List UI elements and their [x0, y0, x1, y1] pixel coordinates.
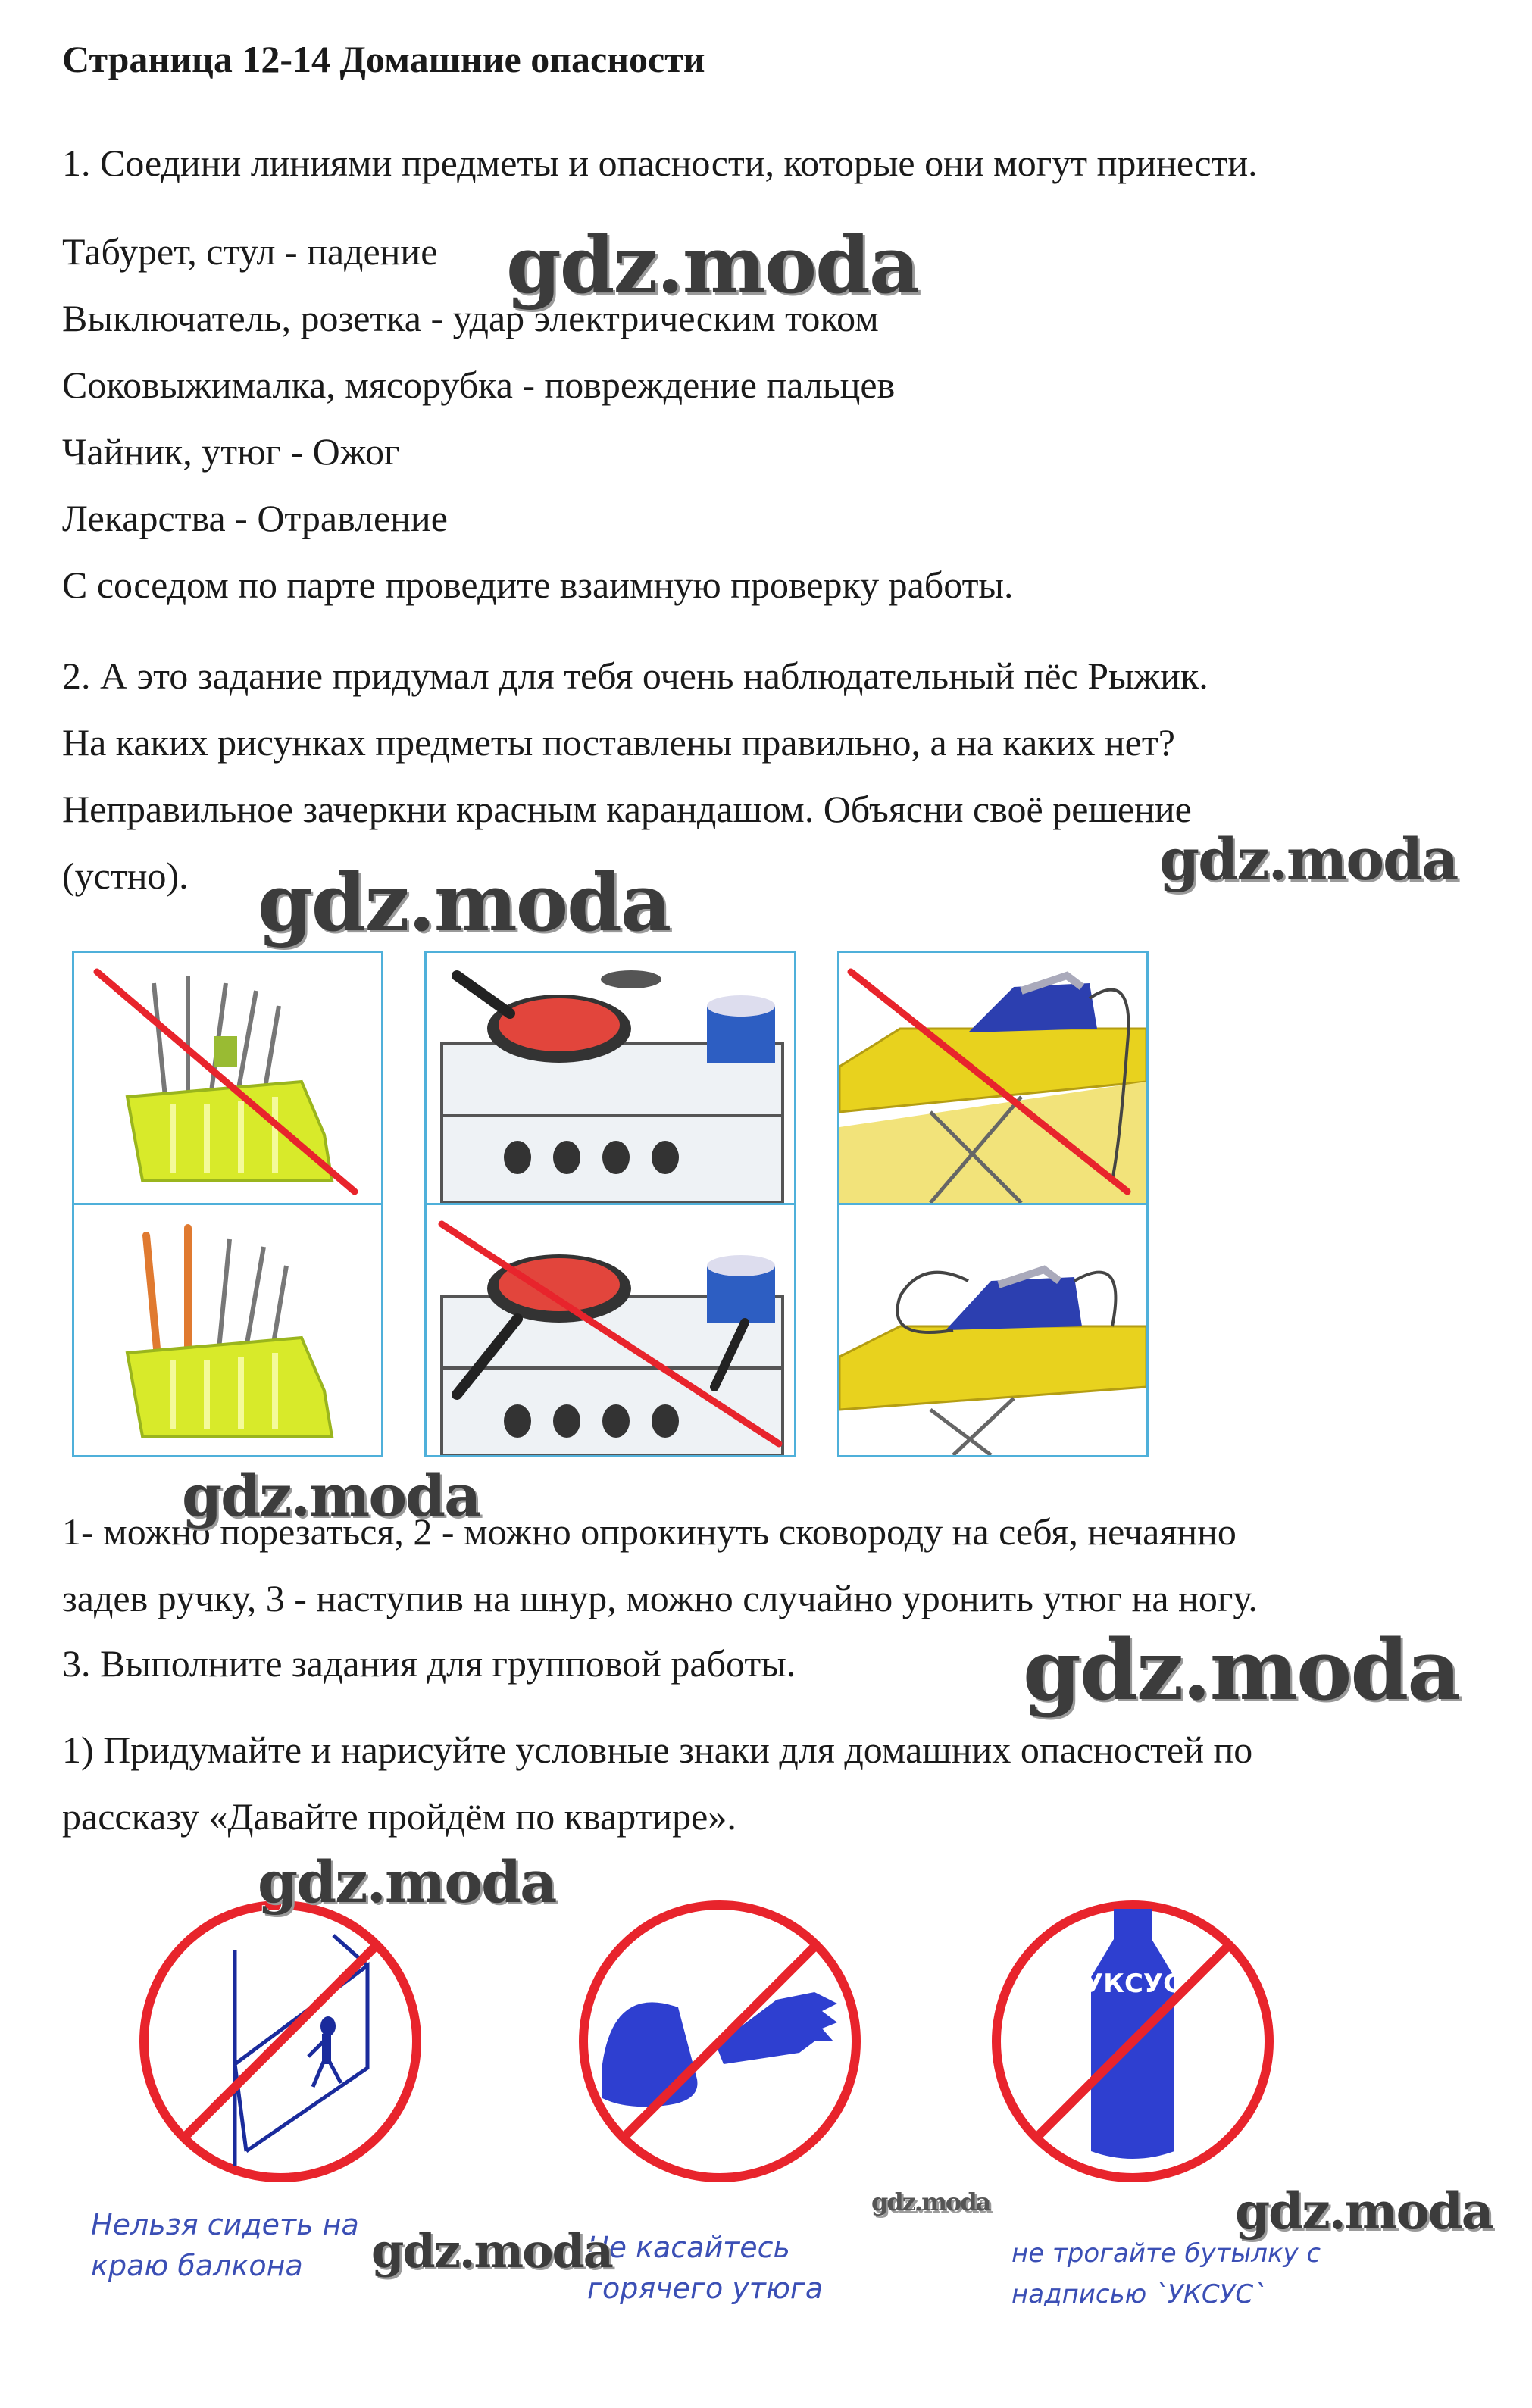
watermark: gdz.moda: [506, 218, 919, 311]
task3-heading: 3. Выполните задания для групповой работы.: [62, 1642, 796, 1685]
task2-answer-line-1: 1- можно порезаться, 2 - можно опрокинуть сковороду на себя, нечаянно: [62, 1510, 1237, 1553]
picture-iron-bottom: [837, 1203, 1149, 1457]
watermark: gdz.moda: [182, 1462, 480, 1529]
sign-caption-iron-1: Не касайтесь: [587, 2231, 790, 2264]
task2-line-1: 2. А это задание придумал для тебя очень наблюдательный пёс Рыжик.: [62, 654, 1208, 697]
task1-heading: 1. Соедини линиями предметы и опасности, которые они могут принести.: [62, 142, 1258, 184]
task3-sub-line-2: рассказу «Давайте пройдём по квартире».: [62, 1795, 736, 1838]
watermark: gdz.moda: [371, 2223, 612, 2278]
page-title: Страница 12-14 Домашние опасности: [62, 38, 705, 80]
task2-line-3: Неправильное зачеркни красным карандашом. Объясни своё решение: [62, 788, 1192, 830]
task3-sub-line-1: 1) Придумайте и нарисуйте условные знаки для домашних опасностей по: [62, 1729, 1253, 1771]
sign-caption-balcony-1: Нельзя сидеть на: [91, 2208, 359, 2241]
watermark: gdz.moda: [871, 2188, 990, 2216]
sign-caption-iron-2: горячего утюга: [587, 2272, 824, 2305]
task1-line-6: С соседом по парте проведите взаимную проверку работы.: [62, 564, 1014, 606]
task1-line-2: Выключатель, розетка - удар электрическим током: [62, 297, 879, 339]
task1-line-5: Лекарства - Отравление: [62, 497, 448, 539]
watermark: gdz.moda: [258, 856, 671, 949]
picture-cutlery-bottom: [72, 1203, 383, 1457]
picture-iron-top: [837, 951, 1149, 1205]
sign-hot-iron: [572, 1894, 868, 2193]
watermark: gdz.moda: [1235, 2182, 1493, 2241]
task1-line-4: Чайник, утюг - Ожог: [62, 430, 400, 473]
task2-line-2: На каких рисунках предметы поставлены правильно, а на каких нет?: [62, 721, 1175, 764]
task1-line-3: Соковыжималка, мясорубка - повреждение пальцев: [62, 364, 896, 406]
sign-caption-vinegar-2: надписью `УКСУС`: [1011, 2279, 1267, 2310]
bottle-label: УКСУС: [1083, 1969, 1183, 1999]
sign-balcony: [133, 1894, 428, 2193]
task1-line-1: Табурет, стул - падение: [62, 230, 438, 273]
sign-vinegar: [985, 1894, 1280, 2193]
sign-caption-vinegar-1: не трогайте бутылку с: [1011, 2238, 1321, 2269]
watermark: gdz.moda: [1159, 826, 1458, 893]
sign-caption-balcony-2: краю балкона: [91, 2249, 303, 2282]
task2-line-4: (устно).: [62, 854, 189, 897]
task2-answer-line-2: задев ручку, 3 - наступив на шнур, можно случайно уронить утюг на ногу.: [62, 1577, 1258, 1619]
picture-stove-top: [424, 951, 796, 1205]
watermark: gdz.moda: [258, 1848, 556, 1916]
picture-cutlery-top: [72, 951, 383, 1205]
picture-stove-bottom: [424, 1203, 796, 1457]
watermark: gdz.moda: [1023, 1621, 1460, 1719]
